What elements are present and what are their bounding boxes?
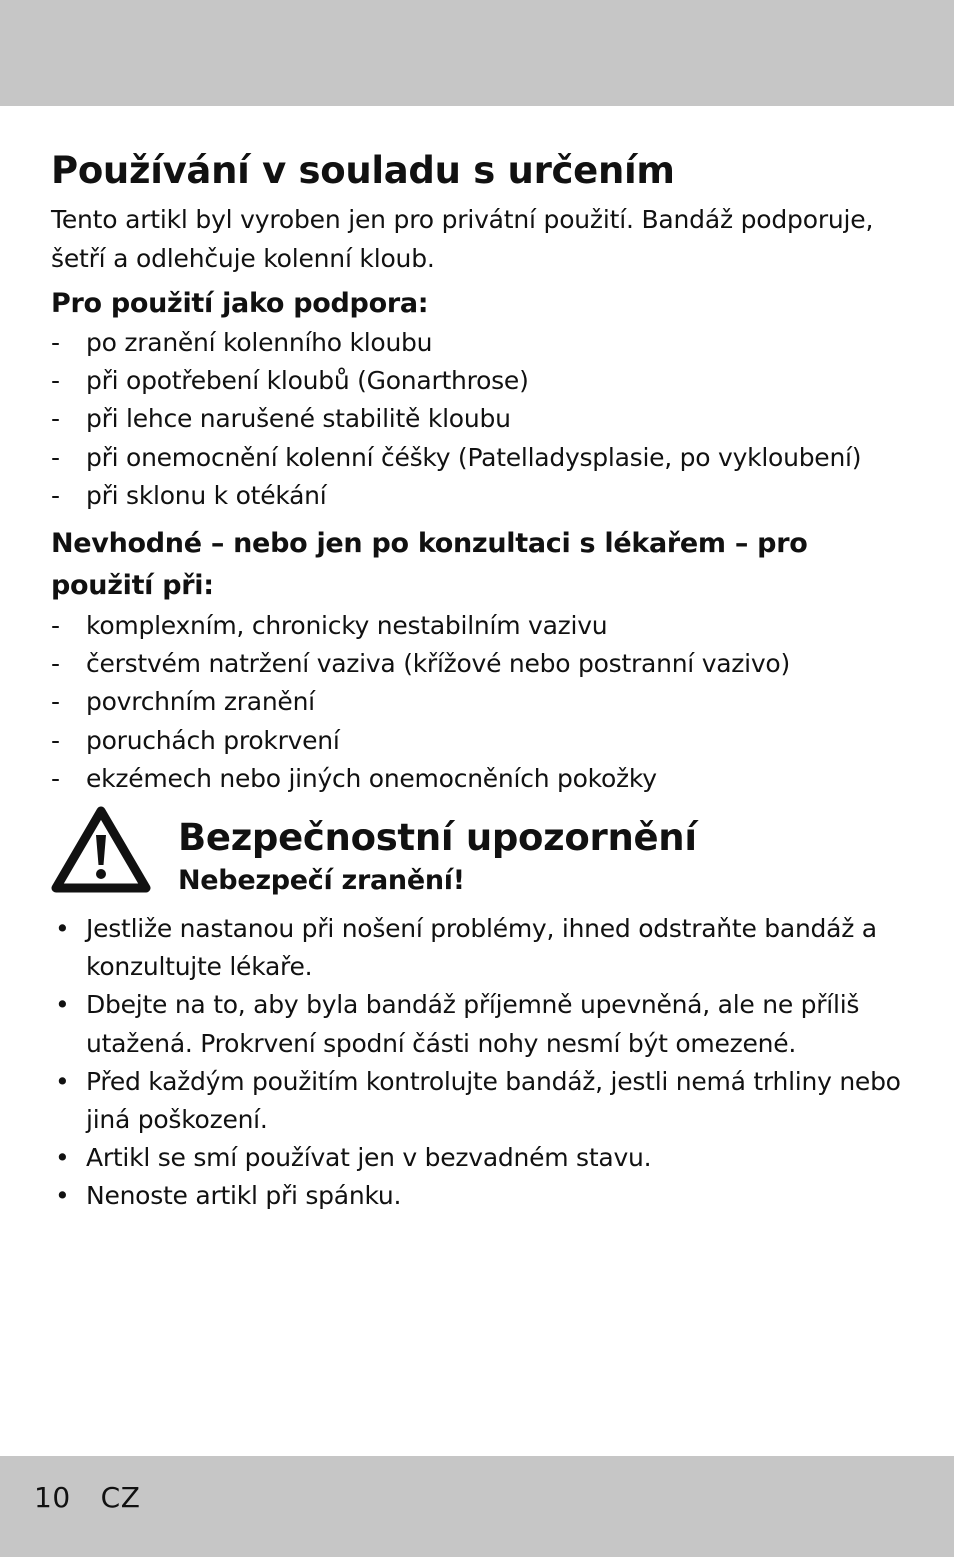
- dash-marker: -: [51, 649, 60, 679]
- list-item: - ekzémech nebo jiných onemocněních pokožky: [51, 760, 911, 798]
- section-title: Používání v souladu s určením: [51, 149, 675, 192]
- list-item: - čerstvém natržení vaziva (křížové nebo postranní vazivo): [51, 645, 911, 683]
- top-band: [0, 0, 954, 106]
- dash-marker: -: [51, 366, 60, 396]
- warning-triangle-icon: [51, 805, 151, 893]
- dash-marker: -: [51, 611, 60, 641]
- list-item: - při onemocnění kolenní čéšky (Patelladysplasie, po vykloubení): [51, 439, 911, 477]
- intro-paragraph: Tento artikl byl vyroben jen pro privátní použití. Bandáž podporuje, šetří a odlehčuje kolenní kloub.: [51, 205, 874, 273]
- unsuitable-heading: Nevhodné – nebo jen po konzultaci s lékařem – pro použití při:: [51, 528, 808, 602]
- support-heading: Pro použití jako podpora:: [51, 288, 429, 319]
- safety-list: [51, 910, 911, 1216]
- list-item: - při sklonu k otékání: [51, 477, 911, 515]
- bullet-marker: •: [55, 914, 70, 943]
- safety-header: [51, 805, 911, 905]
- support-list: [51, 324, 911, 515]
- dash-marker: -: [51, 725, 60, 755]
- page-footer: [34, 1481, 140, 1514]
- intended-use-section: [51, 146, 911, 798]
- list-item: • Nenoste artikl při spánku.: [51, 1177, 911, 1215]
- list-item: - komplexním, chronicky nestabilním vazivu: [51, 607, 911, 645]
- list-item: • Jestliže nastanou při nošení problémy, ihned odstraňte bandáž a konzultujte lékaře.: [51, 910, 911, 986]
- list-item: - při opotřebení kloubů (Gonarthrose): [51, 362, 911, 400]
- list-item: - po zranění kolenního kloubu: [51, 324, 911, 362]
- dash-marker: -: [51, 480, 60, 510]
- list-item: • Artikl se smí používat jen v bezvadném stavu.: [51, 1139, 911, 1177]
- list-item: • Dbejte na to, aby byla bandáž příjemně upevněná, ale ne příliš utažená. Prokrvení spodní části nohy nesmí být omezené.: [51, 986, 911, 1062]
- bottom-band: [0, 1456, 954, 1557]
- safety-subtitle: Nebezpečí zranění!: [178, 865, 465, 896]
- list-item: • Před každým použitím kontrolujte bandáž, jestli nemá trhliny nebo jiná poškození.: [51, 1063, 911, 1139]
- list-item: - poruchách prokrvení: [51, 722, 911, 760]
- dash-marker: -: [51, 328, 60, 357]
- bullet-marker: •: [55, 1181, 70, 1211]
- dash-marker: -: [51, 404, 60, 434]
- list-item: - při lehce narušené stabilitě kloubu: [51, 400, 911, 438]
- dash-marker: -: [51, 687, 60, 717]
- dash-marker: -: [51, 442, 60, 472]
- bullet-marker: •: [55, 1143, 70, 1173]
- list-item: - povrchním zranění: [51, 683, 911, 721]
- dash-marker: -: [51, 763, 60, 793]
- bullet-marker: •: [55, 1066, 70, 1096]
- safety-title: Bezpečnostní upozornění: [178, 816, 697, 859]
- page-number: 10: [34, 1481, 71, 1514]
- bullet-marker: •: [55, 990, 70, 1020]
- language-code: CZ: [100, 1481, 141, 1514]
- unsuitable-list: [51, 607, 911, 798]
